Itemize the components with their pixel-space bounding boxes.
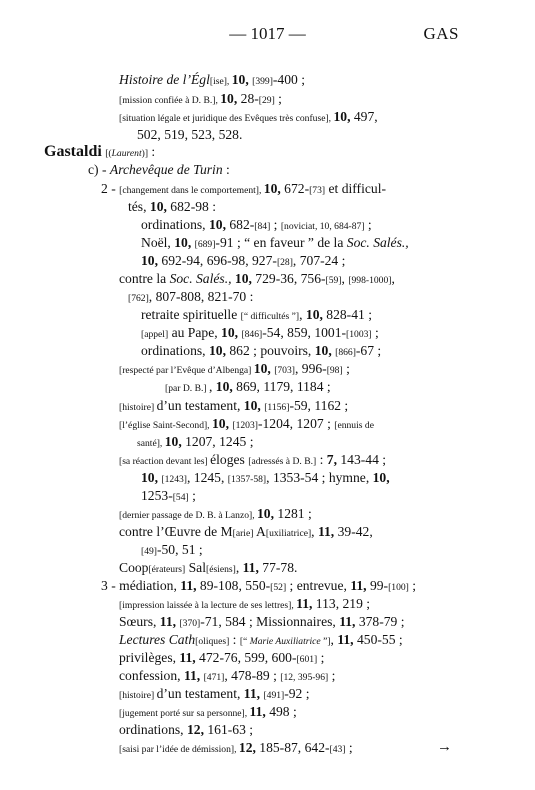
entry-text: 1207, 1245 ; [181, 434, 254, 449]
index-line [137, 126, 242, 144]
editorial-note: [noviciat, 10, 684-87] [280, 221, 365, 232]
editorial-note: [impression laissée à la lecture de ses lettres], [119, 600, 297, 611]
entry-text: , [391, 271, 395, 286]
entry-text: ; [371, 325, 379, 340]
entry-text: -400 ; [272, 72, 305, 87]
entry-text: : [222, 162, 230, 177]
volume-number: 11, [296, 596, 313, 611]
index-line [119, 595, 370, 615]
editorial-note: [“ [239, 636, 250, 647]
editorial-note: [49] [141, 546, 157, 557]
entry-text: A [253, 524, 266, 539]
index-line [119, 613, 405, 633]
entry-text: -91 ; “ en faveur ” de la [215, 235, 347, 250]
volume-number: 7, [326, 452, 337, 467]
index-line [119, 667, 335, 687]
volume-number: 11, [350, 578, 367, 593]
editorial-note: [oliques] [195, 636, 230, 647]
editorial-note: [ennuis de [334, 420, 374, 431]
editorial-note: [998-1000] [348, 275, 392, 286]
entry-text: Soc. Salés., [169, 271, 232, 286]
entry-text: d’un testament, [156, 398, 244, 413]
entry-text: ; [274, 91, 282, 106]
editorial-note: Marie Auxiliatrice [249, 636, 321, 647]
entry-text: , [311, 524, 318, 539]
entry-text: tés, [128, 199, 150, 214]
index-line [165, 378, 331, 398]
entry-text: , [330, 632, 338, 647]
index-line [141, 342, 381, 362]
editorial-note: [399] [252, 76, 273, 87]
entry-text: ordinations, [141, 343, 209, 358]
volume-number: 11, [180, 578, 197, 593]
volume-number: 10, [372, 470, 390, 485]
index-line [88, 161, 230, 179]
entry-text: Lectures Cath [119, 632, 196, 647]
index-line [101, 180, 386, 200]
entry-text: privilèges, [119, 650, 180, 665]
volume-number: 10, [234, 271, 252, 286]
entry-text: 682-98 : [166, 199, 216, 214]
volume-number: 10, [215, 379, 233, 394]
entry-text: retraite spirituelle [141, 307, 241, 322]
editorial-note: [mission confiée à D. B.], [119, 95, 221, 106]
editorial-note: [1156] [264, 402, 290, 413]
editorial-note: [histoire] [119, 690, 157, 701]
editorial-note: Laurent [111, 148, 142, 159]
index-line [137, 433, 253, 453]
entry-text: 682- [225, 217, 255, 232]
volume-number: 10, [221, 325, 239, 340]
entry-text: 502, 519, 523, 528. [137, 127, 243, 142]
entry-text: -71, 584 ; Missionnaires, [200, 614, 340, 629]
entry-text: 3 - médiation, [101, 578, 181, 593]
index-line [141, 306, 372, 326]
editorial-note: ”] [320, 636, 331, 647]
editorial-note: [762] [128, 293, 149, 304]
volume-number: 10, [231, 72, 249, 87]
editorial-note: [“ difficultés ”] [240, 311, 300, 322]
volume-number: 10, [220, 91, 238, 106]
entry-text: 99- [366, 578, 389, 593]
index-line [119, 685, 310, 705]
entry-text: ordinations, [141, 217, 209, 232]
volume-number: 10, [141, 253, 158, 268]
volume-number: 11, [179, 650, 196, 665]
entry-text: , 807-808, 821-70 : [148, 289, 254, 304]
volume-number: 10, [149, 199, 167, 214]
entry-text: 28- [237, 91, 259, 106]
editorial-note: [situation légale et juridique des Evêques très confuse], [119, 113, 334, 124]
entry-text: ; [364, 217, 372, 232]
editorial-note: [491] [263, 690, 285, 701]
editorial-note: [689] [194, 239, 216, 250]
entry-text: ; [270, 217, 281, 232]
entry-text: Histoire de l’Égl [119, 72, 210, 87]
editorial-note: [appel] [141, 329, 169, 340]
editorial-note: [54] [172, 492, 189, 503]
volume-number: 11, [337, 632, 354, 647]
volume-number: 10, [333, 109, 351, 124]
editorial-note: [846] [241, 329, 263, 340]
entry-text: ; [317, 650, 325, 665]
entry-text: : [229, 632, 240, 647]
entry-text: 2 - [101, 181, 120, 196]
index-line [119, 631, 403, 651]
entry-text: , 1353-54 ; hymne, [266, 470, 373, 485]
index-line [119, 415, 374, 435]
index-line [119, 108, 378, 128]
entry-text: ; [188, 488, 196, 503]
entry-text: 497, [350, 109, 378, 124]
editorial-note: [471] [203, 672, 225, 683]
entry-text: ; [408, 578, 417, 593]
entry-text: , 478-89 ; [224, 668, 281, 683]
editorial-note: [866] [335, 347, 356, 358]
index-line [119, 721, 253, 739]
editorial-note: [52] [270, 582, 287, 593]
entry-text: 869, 1179, 1184 ; [232, 379, 331, 394]
entry-text: 39-42, [334, 524, 373, 539]
editorial-note: [1003] [346, 329, 372, 340]
index-line [141, 252, 345, 272]
editorial-note: [changement dans le comportement], [119, 185, 264, 196]
volume-number: 10, [141, 470, 158, 485]
editorial-note: [98] [326, 365, 343, 376]
entry-text: , 1245, [186, 470, 228, 485]
entry-text: contre la [119, 271, 170, 286]
index-line [119, 270, 395, 290]
volume-number: 11, [159, 614, 177, 629]
editorial-note: [1243] [161, 474, 187, 485]
entry-text: 472-76, 599, 600- [195, 650, 297, 665]
entry-text: -54, 859, 1001- [262, 325, 347, 340]
entry-text: et difficul- [325, 181, 386, 196]
volume-number: 11, [242, 560, 259, 575]
index-line [141, 216, 372, 236]
editorial-note: [respecté par l’Evêque d’Albenga] [119, 365, 254, 376]
page-header [0, 24, 535, 44]
entry-text: ; [345, 740, 353, 755]
entry-text: -67 ; [355, 343, 382, 358]
editorial-note: [érateurs] [148, 564, 186, 575]
volume-number: 11, [317, 524, 335, 539]
entry-text: 498 ; [265, 704, 297, 719]
entry-text: , 996- [294, 361, 327, 376]
volume-number: 10, [314, 343, 332, 358]
entry-text: -1204, 1207 ; [257, 416, 335, 431]
volume-number: 10, [164, 434, 182, 449]
editorial-note: [12, 395-96] [280, 672, 329, 683]
entry-text: au Pape, [168, 325, 222, 340]
index-line [119, 505, 312, 525]
editorial-note: [370] [179, 618, 201, 629]
entry-text: Sœurs, [119, 614, 160, 629]
volume-number: 11, [243, 686, 261, 701]
entry-text: : [148, 144, 156, 159]
editorial-note: [100] [388, 582, 409, 593]
volume-number: 10, [211, 416, 229, 431]
page-number: — 1017 — [229, 24, 306, 43]
running-head: GAS [423, 24, 459, 43]
entry-text: 77-78. [258, 560, 298, 575]
entry-text: Gastaldi [44, 143, 102, 160]
index-line [119, 71, 305, 91]
entry-text: ; [328, 668, 336, 683]
volume-number: 12, [238, 740, 256, 755]
volume-number: 12, [186, 722, 204, 737]
entry-text: 378-79 ; [355, 614, 405, 629]
index-line [44, 143, 155, 163]
editorial-note: [dernier passage de D. B. à Lanzo], [119, 510, 257, 521]
index-line [141, 234, 409, 254]
entry-text: 1253- [141, 488, 173, 503]
index-line [119, 523, 373, 543]
entry-text: -50, 51 ; [156, 542, 203, 557]
editorial-note: santé], [137, 438, 165, 449]
editorial-note: [arie] [232, 528, 254, 539]
volume-number: 10, [243, 398, 261, 413]
index-line [101, 577, 416, 597]
entry-text: : [316, 452, 327, 467]
index-line [119, 559, 297, 579]
index-line [119, 451, 386, 471]
index-line [141, 487, 196, 507]
entry-text: 828-41 ; [322, 307, 372, 322]
editorial-note: [84] [254, 221, 271, 232]
editorial-note: [29] [258, 95, 275, 106]
volume-number: 10, [257, 506, 274, 521]
entry-text: 862 ; pouvoirs, [225, 343, 315, 358]
editorial-note: [1357-58] [227, 474, 267, 485]
editorial-note: [703] [274, 365, 295, 376]
editorial-note: [ésiens] [206, 564, 236, 575]
index-line [119, 739, 353, 759]
editorial-note: [601] [296, 654, 318, 665]
editorial-note: [ise], [209, 76, 232, 87]
editorial-note: [43] [329, 744, 346, 755]
entry-text: 692-94, 696-98, 927- [158, 253, 277, 268]
volume-number: 10, [208, 217, 226, 232]
entry-text: Sal [185, 560, 206, 575]
entry-text: ; [342, 361, 350, 376]
entry-text: , [208, 379, 216, 394]
index-line [119, 649, 324, 669]
volume-number: 11, [183, 668, 201, 683]
index-line [128, 198, 216, 216]
continuation-arrow-icon: → [437, 739, 452, 755]
index-line [128, 288, 253, 308]
entry-text: , [299, 307, 306, 322]
index-line [119, 90, 282, 110]
editorial-note: [sa réaction devant les] [119, 456, 211, 467]
entry-text: 185-87, 642- [255, 740, 330, 755]
entry-text: contre l’Œuvre de M [119, 524, 233, 539]
entry-text: ; entrevue, [286, 578, 351, 593]
editorial-note: [73] [309, 185, 326, 196]
volume-number: 11, [249, 704, 266, 719]
entry-text: , 707-24 ; [292, 253, 346, 268]
entry-text: Noël, [141, 235, 175, 250]
volume-number: 10, [174, 235, 192, 250]
entry-text: -59, 1162 ; [289, 398, 349, 413]
entry-text: Coop [119, 560, 149, 575]
editorial-note: [1203] [232, 420, 258, 431]
entry-text: ordinations, [119, 722, 187, 737]
editorial-note: [par D. B.] [165, 383, 209, 394]
editorial-note: [saisi par l’idée de démission], [119, 744, 239, 755]
editorial-note: [adressés à D. B.] [248, 456, 317, 467]
entry-text: 672- [280, 181, 310, 196]
index-line [141, 469, 390, 489]
entry-text: 729-36, 756- [251, 271, 326, 286]
index-line [119, 360, 350, 380]
index-line [141, 324, 379, 344]
index-line [119, 397, 348, 417]
volume-number: 10, [305, 307, 323, 322]
entry-text: confession, [119, 668, 184, 683]
editorial-note: [l’église Saint-Second], [119, 420, 212, 431]
entry-text: 143-44 ; [336, 452, 387, 467]
index-line [141, 541, 203, 561]
editorial-note: [59] [325, 275, 342, 286]
editorial-note: )] [141, 148, 149, 159]
entry-text: 113, 219 ; [312, 596, 371, 611]
volume-number: 10, [208, 343, 226, 358]
entry-text: 89-108, 550- [196, 578, 271, 593]
index-line [119, 703, 297, 723]
entry-text: , [235, 560, 243, 575]
entry-text: éloges [210, 452, 249, 467]
entry-text: , [341, 271, 349, 286]
volume-number: 11, [339, 614, 356, 629]
editorial-note: [jugement porté sur sa personne], [119, 708, 250, 719]
entry-text: -92 ; [284, 686, 310, 701]
volume-number: 10, [263, 181, 281, 196]
volume-number: 10, [253, 361, 271, 376]
entry-text: d’un testament, [156, 686, 244, 701]
entry-text: Archevêque de Turin [109, 162, 223, 177]
editorial-note: [uxiliatrice] [265, 528, 312, 539]
entry-text: 450-55 ; [353, 632, 403, 647]
entry-text: 1281 ; [274, 506, 312, 521]
editorial-note: [histoire] [119, 402, 157, 413]
entry-text: c) - [88, 162, 110, 177]
entry-text: 161-63 ; [203, 722, 254, 737]
editorial-note: [28] [276, 257, 293, 268]
editorial-note: [( [105, 148, 112, 159]
entry-text: Soc. Salés., [346, 235, 409, 250]
